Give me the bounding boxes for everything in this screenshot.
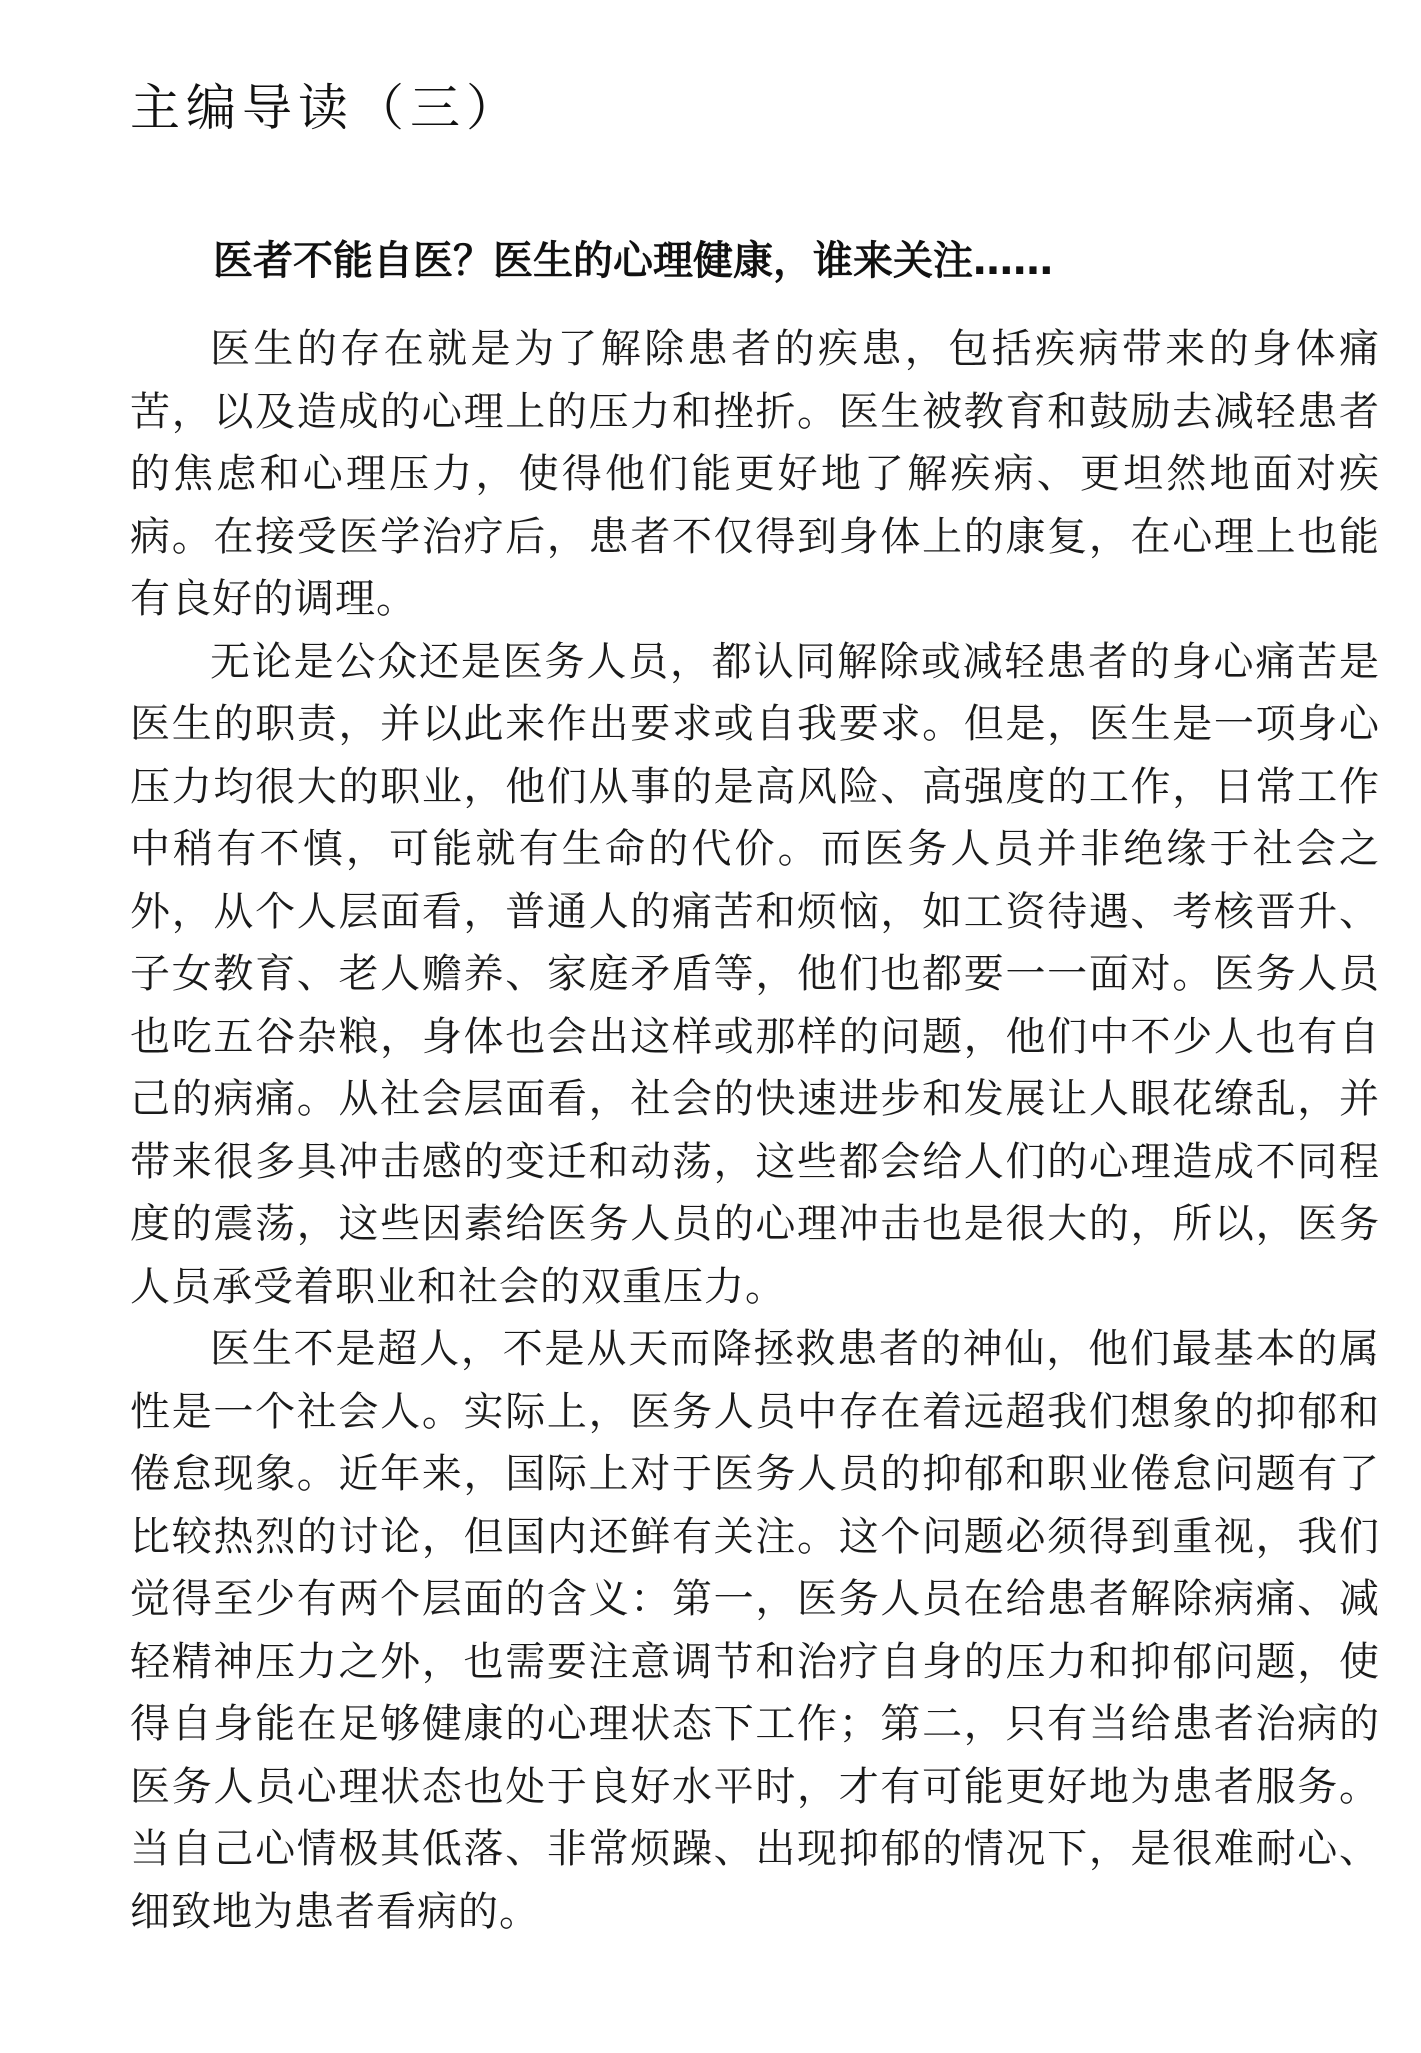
paragraph-1: 医生的存在就是为了解除患者的疾患，包括疾病带来的身体痛苦，以及造成的心理上的压力和挫折。医生被教育和鼓励去减轻患者的焦虑和心理压力，使得他们能更好地了解疾病、更坦然地面对疾病。在接受医学治疗后，患者不仅得到身体上的康复，在心理上也能有良好的调理。 bbox=[130, 326, 1380, 622]
paragraph-2: 无论是公众还是医务人员，都认同解除或减轻患者的身心痛苦是医生的职责，并以此来作出要求或自我要求。但是，医生是一项身心压力均很大的职业，他们从事的是高风险、高强度的工作，日常工作中稍有不慎，可能就有生命的代价。而医务人员并非绝缘于社会之外，从个人层面看，普通人的痛苦和烦恼，如工资待遇、考核晋升、子女教育、老人赡养、家庭矛盾等，他们也都要一一面对。医务人员也吃五谷杂粮，身体也会出这样或那样的问题，他们中不少人也有自己的病痛。从社会层面看，社会的快速进步和发展让人眼花缭乱，并带来很多具冲击感的变迁和动荡，这些都会给人们的心理造成不同程度的震荡，这些因素给医务人员的心理冲击也是很大的，所以，医务人员承受着职业和社会的双重压力。 bbox=[130, 638, 1380, 1310]
section-header: 主编导读（三） bbox=[130, 79, 522, 137]
paragraph-3: 医生不是超人，不是从天而降拯救患者的神仙，他们最基本的属性是一个社会人。实际上，医务人员中存在着远超我们想象的抑郁和倦怠现象。近年来，国际上对于医务人员的抑郁和职业倦怠问题有了比较热烈的讨论，但国内还鲜有关注。这个问题必须得到重视，我们觉得至少有两个层面的含义：第一，医务人员在给患者解除病痛、减轻精神压力之外，也需要注意调节和治疗自身的压力和抑郁问题，使得自身能在足够健康的心理状态下工作；第二，只有当给患者治病的医务人员心理状态也处于良好水平时，才有可能更好地为患者服务。当自己心情极其低落、非常烦躁、出现抑郁的情况下，是很难耐心、细致地为患者看病的。 bbox=[130, 1326, 1380, 1935]
article-title: 医者不能自医？医生的心理健康，谁来关注…… bbox=[213, 238, 1053, 284]
article-body bbox=[130, 318, 1380, 1943]
